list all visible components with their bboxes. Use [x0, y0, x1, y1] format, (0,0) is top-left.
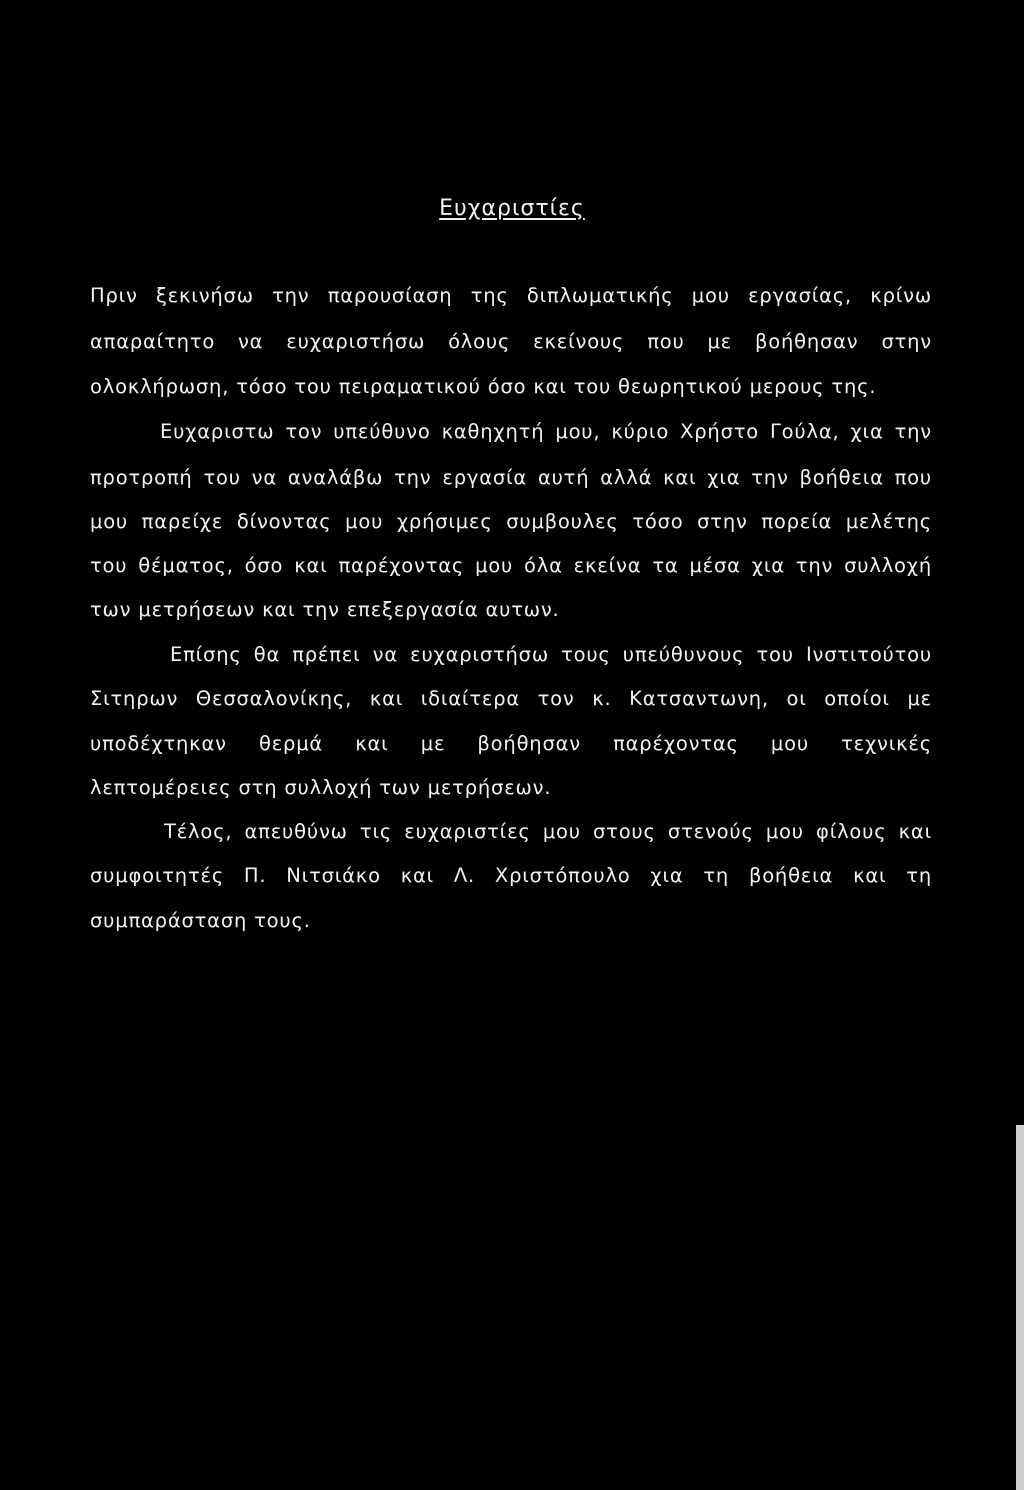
text-line: του θέματος, όσο και παρέχοντας μου όλα εκείνα τα μέσα χια την συλλοχή: [90, 554, 932, 577]
text-line: ολοκλήρωση, τόσο του πειραματικού όσο και του θεωρητικού μερους της.: [90, 375, 877, 398]
text-line: Σιτηρων Θεσσαλονίκης, και ιδιαίτερα τον κ. Κατσαντωνη, οι οποίοι με: [90, 687, 932, 710]
text-line: απαραίτητο να ευχαριστήσω όλους εκείνους που με βοήθησαν στην: [90, 330, 932, 353]
text-line: συμπαράσταση τους.: [90, 909, 311, 932]
text-line: Επίσης θα πρέπει να ευχαριστήσω τους υπεύθυνους του Ινστιτούτου: [170, 643, 932, 666]
text-line: των μετρήσεων και την επεξεργασία αυτων.: [90, 598, 560, 621]
scan-edge-mark: [1016, 1125, 1024, 1490]
text-line: μου παρείχε δίνοντας μου χρήσιμες συμβουλες τόσο στην πορεία μελέτης: [90, 510, 932, 533]
text-line: υποδέχτηκαν θερμά και με βοήθησαν παρέχοντας μου τεχνικές: [90, 732, 932, 755]
text-line: Τέλος, απευθύνω τις ευχαριστίες μου στους στενούς μου φίλους και: [164, 820, 932, 843]
text-line: προτροπή του να αναλάβω την εργασία αυτή αλλά και χια την βοήθεια που: [90, 466, 932, 489]
text-line: συμφοιτητές Π. Νιτσιάκο και Λ. Χριστόπουλο χια τη βοήθεια και τη: [90, 864, 932, 887]
text-line: Ευχαριστω τον υπεύθυνο καθηχητή μου, κύριο Χρήστο Γούλα, χια την: [160, 420, 932, 443]
page-title: Ευχαριστίες: [439, 196, 585, 221]
text-line: Πριν ξεκινήσω την παρουσίαση της διπλωματικής μου εργασίας, κρίνω: [90, 284, 932, 307]
text-line: λεπτομέρειες στη συλλοχή των μετρήσεων.: [90, 776, 552, 799]
